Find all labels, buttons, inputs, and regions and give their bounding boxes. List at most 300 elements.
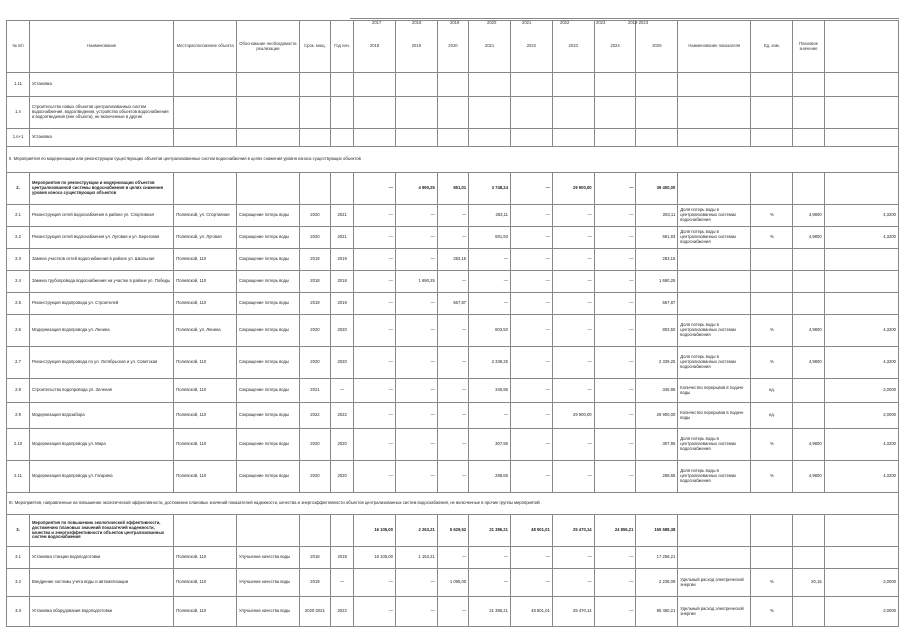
table-cell: 2020 (331, 461, 354, 493)
table-cell: 681,93 (636, 227, 678, 249)
year-label: 2021 (522, 20, 532, 25)
table-cell: 17 258,21 (636, 547, 678, 569)
table-cell: Полевской, 110 (174, 249, 237, 271)
table-cell: Реконструкция сетей водоснабжения ул. Луговая и ул. Береговая (30, 227, 174, 249)
table-cell: 2.3 (7, 249, 30, 271)
table-cell (751, 547, 793, 569)
table-cell: — (510, 547, 552, 569)
table-cell: 2022 (299, 403, 330, 429)
table-cell: 307,95 (469, 429, 511, 461)
table-cell: — (354, 461, 396, 493)
table-cell: 288,65 (636, 461, 678, 493)
table-cell (751, 293, 793, 315)
table-cell (636, 97, 678, 129)
year-label: 2023 (596, 20, 606, 25)
table-cell: — (594, 205, 636, 227)
table-cell: — (469, 293, 511, 315)
table-cell: Модернизация водозабора (30, 403, 174, 429)
section-heading-row (7, 147, 899, 173)
table-row (7, 379, 899, 403)
table-cell: 803,50 (636, 315, 678, 347)
table-cell (793, 547, 824, 569)
year-label: 2018 (412, 20, 422, 25)
table-cell: — (437, 227, 468, 249)
table-cell: 2018 (299, 271, 330, 293)
table-cell (469, 73, 511, 97)
table-cell (824, 97, 898, 129)
table-row (7, 227, 899, 249)
table-cell: — (395, 315, 437, 347)
table-cell: 24 855,21 (594, 515, 636, 547)
table-row (7, 547, 899, 569)
year-label: 2022 (560, 20, 570, 25)
table-cell (678, 249, 751, 271)
table-cell: Модернизация водопровода ул. Мира (30, 429, 174, 461)
section-heading: III. Мероприятия, направленные на повышение экологической эффективности, достижение плановых значений показателей надежности, качества и энергоэффективности объектов централизованных систем водоснабжения, не включенные в прочие группы мероприятий (7, 493, 899, 515)
table-cell: 2019 (299, 569, 330, 597)
table-cell: Количество перерывов в подаче воды (678, 403, 751, 429)
table-cell (594, 73, 636, 97)
table-cell (751, 129, 793, 147)
table-cell: Сокращение потерь воды (237, 315, 300, 347)
table-cell (331, 173, 354, 205)
table-cell: 851,01 (437, 173, 468, 205)
table-cell: 48 501,01 (510, 515, 552, 547)
table-cell: 2.9 (7, 403, 30, 429)
table-cell: 4,3200 (824, 227, 898, 249)
table-cell: — (395, 227, 437, 249)
table-cell: — (594, 227, 636, 249)
table-cell: — (395, 249, 437, 271)
table-cell (299, 515, 330, 547)
table-cell (824, 249, 898, 271)
table-cell: Строительство водопровода ул. Зеленая (30, 379, 174, 403)
table-cell: — (331, 379, 354, 403)
table-cell: — (331, 569, 354, 597)
table-cell: — (354, 227, 396, 249)
table-cell (331, 515, 354, 547)
table-cell: — (437, 429, 468, 461)
table-cell (395, 73, 437, 97)
table-cell: 1.n+1 (7, 129, 30, 147)
table-cell: — (594, 429, 636, 461)
table-cell: Реконструкция сетей водоснабжения в районе ул. Спортивная (30, 205, 174, 227)
table-cell: Сокращение потерь воды (237, 429, 300, 461)
header-cell: Срок. мощ. (299, 21, 330, 73)
table-cell: 2 263,21 (395, 515, 437, 547)
table-cell: 2 339,25 (636, 347, 678, 379)
table-cell: Улучшение качества воды (237, 597, 300, 627)
table-cell (174, 129, 237, 147)
table-cell: 25 470,14 (552, 515, 594, 547)
table-cell: 2021 (299, 379, 330, 403)
table-cell: — (395, 597, 437, 627)
section-heading: II. Мероприятия по модернизации или реконструкции существующих объектов централизованных систем водоснабжения в целях снижения уровня износа существующих объектов (7, 147, 899, 173)
table-cell (469, 97, 511, 129)
table-cell: 283,15 (437, 249, 468, 271)
table-cell: Строительство новых объектов централизованных систем водоснабжения, водоотведения, устройство объектов водоснабжения и водоотведения (вне объекта), не включенные в другие (30, 97, 174, 129)
table-cell: Доля потерь воды в централизованных системах водоснабжения (678, 227, 751, 249)
table-cell: — (510, 271, 552, 293)
table-cell (594, 129, 636, 147)
header-cell: Плановое значение (793, 21, 824, 73)
table-cell (331, 129, 354, 147)
table-cell (636, 129, 678, 147)
table-cell: Количество перерывов в подаче воды (678, 379, 751, 403)
table-cell: 4,3200 (824, 347, 898, 379)
table-cell: 4 990,25 (395, 173, 437, 205)
table-cell (824, 515, 898, 547)
table-cell: Полевской, 110 (174, 271, 237, 293)
table-cell (237, 173, 300, 205)
table-cell: — (594, 249, 636, 271)
table-cell: — (594, 597, 636, 627)
table-cell: — (594, 271, 636, 293)
table-cell (751, 249, 793, 271)
table-cell: — (594, 347, 636, 379)
table-row (7, 293, 899, 315)
table-cell: 2.8 (7, 379, 30, 403)
table-cell: Установка станции водоподготовки (30, 547, 174, 569)
table-cell (751, 515, 793, 547)
table-cell (237, 129, 300, 147)
table-cell: 3.2 (7, 569, 30, 597)
table-cell: 2021 (331, 227, 354, 249)
table-cell: 1.11 (7, 73, 30, 97)
table-cell: 2019 (331, 293, 354, 315)
table-cell (237, 97, 300, 129)
table-row (7, 271, 899, 293)
table-cell: Полевской, ул. Луговая (174, 227, 237, 249)
table-cell: Модернизация водопровода ул. Гагарина (30, 461, 174, 493)
table-cell: — (437, 597, 468, 627)
table-cell (678, 73, 751, 97)
header-cell: 2022 (510, 21, 552, 73)
header-cell: Год нач. (331, 21, 354, 73)
header-cell: Месторасположение объекта (174, 21, 237, 73)
table-cell (437, 73, 468, 97)
table-cell (299, 73, 330, 97)
table-cell (751, 97, 793, 129)
table-cell: — (395, 461, 437, 493)
table-cell (824, 271, 898, 293)
table-header-row (7, 21, 899, 73)
table-cell: 2019 (299, 249, 330, 271)
year-label: 2020 (487, 20, 497, 25)
table-cell (678, 515, 751, 547)
table-cell (793, 73, 824, 97)
table-cell: 2020 (299, 429, 330, 461)
table-cell: 4,3200 (824, 429, 898, 461)
table-cell (299, 129, 330, 147)
table-cell: — (510, 461, 552, 493)
table-cell: % (751, 315, 793, 347)
table-cell: — (552, 293, 594, 315)
table-cell: — (552, 315, 594, 347)
table-cell: — (395, 569, 437, 597)
table-cell: 20,15 (793, 569, 824, 597)
table-cell: 2.6 (7, 315, 30, 347)
table-cell: 2021 (331, 205, 354, 227)
table-cell: — (469, 569, 511, 597)
table-cell: — (395, 205, 437, 227)
table-cell: — (552, 205, 594, 227)
table-cell (678, 547, 751, 569)
table-cell: — (354, 205, 396, 227)
table-cell (331, 97, 354, 129)
table-cell: Реконструкция водопровода ул. Строителей (30, 293, 174, 315)
table-cell: Сокращение потерь воды (237, 205, 300, 227)
header-cell: Наименование показателя (678, 21, 751, 73)
year-label: 2018-2023 (628, 20, 649, 25)
year-label: 2019 (450, 20, 460, 25)
header-cell: 2024 (594, 21, 636, 73)
table-cell (793, 293, 824, 315)
table-cell: — (354, 315, 396, 347)
table-cell: — (354, 569, 396, 597)
table-cell: — (395, 429, 437, 461)
table-cell: % (751, 597, 793, 627)
table-cell: Полевской, 110 (174, 569, 237, 597)
table-cell: 2018 (299, 547, 330, 569)
table-cell: — (510, 249, 552, 271)
table-cell: Сокращение потерь воды (237, 347, 300, 379)
header-cell: 2020 (437, 21, 468, 73)
table-cell: 4,9800 (793, 205, 824, 227)
table-cell: 567,87 (636, 293, 678, 315)
table-row (7, 315, 899, 347)
table-cell: 3.1 (7, 547, 30, 569)
table-cell: Доля потерь воды в централизованных системах водоснабжения (678, 205, 751, 227)
table-cell: % (751, 205, 793, 227)
registry-table (6, 20, 899, 627)
header-cell: 2021 (469, 21, 511, 73)
table-cell (552, 97, 594, 129)
table-row (7, 97, 899, 129)
table-cell: 39 400,00 (636, 173, 678, 205)
table-cell (678, 293, 751, 315)
table-cell: — (354, 249, 396, 271)
table-cell: 16 105,00 (354, 515, 396, 547)
table-cell: — (354, 271, 396, 293)
table-cell: Полевской, 110 (174, 379, 237, 403)
table-row (7, 461, 899, 493)
table-cell: 2.4 (7, 271, 30, 293)
table-row (7, 73, 899, 97)
table-cell (793, 515, 824, 547)
table-cell: 21 386,21 (469, 515, 511, 547)
table-cell: 1 153,21 (395, 547, 437, 569)
table-cell (237, 515, 300, 547)
table-cell: 2019 (299, 293, 330, 315)
table-cell: 1.n (7, 97, 30, 129)
table-cell (793, 129, 824, 147)
table-cell (174, 73, 237, 97)
table-cell: Реконструкция водопровода по ул. Октябрьская и ул. Советская (30, 347, 174, 379)
table-cell: 4,3200 (824, 315, 898, 347)
table-cell: 2020 (299, 227, 330, 249)
table-cell: Полевской, ул. Спортивная (174, 205, 237, 227)
table-cell: Внедрение системы учета воды и автоматизации (30, 569, 174, 597)
table-cell: — (552, 547, 594, 569)
table-cell: 2,0000 (824, 379, 898, 403)
table-cell: 2.10 (7, 429, 30, 461)
table-cell (299, 97, 330, 129)
table-cell: Полевской, 110 (174, 547, 237, 569)
table-cell: 803,50 (469, 315, 511, 347)
table-cell (678, 173, 751, 205)
table-cell (395, 129, 437, 147)
table-cell: — (437, 315, 468, 347)
table-cell: — (437, 271, 468, 293)
table-cell (751, 73, 793, 97)
table-cell (437, 129, 468, 147)
table-cell: 4,9800 (793, 315, 824, 347)
table-cell: ед. (751, 379, 793, 403)
header-cell: № п/п (7, 21, 30, 73)
table-cell (636, 73, 678, 97)
table-row (7, 205, 899, 227)
table-cell: 2 339,25 (469, 347, 511, 379)
table-cell: — (510, 379, 552, 403)
table-cell: 283,11 (469, 205, 511, 227)
table-cell (824, 129, 898, 147)
table-row (7, 249, 899, 271)
table-cell: — (354, 293, 396, 315)
table-cell: 2.11 (7, 461, 30, 493)
table-cell (510, 97, 552, 129)
table-cell: 1 095,00 (437, 569, 468, 597)
table-cell (793, 597, 824, 627)
table-cell: 29 900,00 (552, 403, 594, 429)
table-cell (354, 97, 396, 129)
table-cell: — (594, 403, 636, 429)
header-cell: 2018 (354, 21, 396, 73)
table-cell: — (395, 403, 437, 429)
table-cell: — (510, 347, 552, 379)
table-cell: 2019 (331, 249, 354, 271)
table-cell: 1 690,25 (395, 271, 437, 293)
table-row (7, 129, 899, 147)
table-cell: — (354, 597, 396, 627)
header-cell: 2025 (636, 21, 678, 73)
table-cell: 3 748,24 (469, 173, 511, 205)
table-cell: 16 105,00 (354, 547, 396, 569)
table-cell: — (552, 379, 594, 403)
table-cell (299, 173, 330, 205)
table-cell: 345,95 (636, 379, 678, 403)
table-cell: Мероприятия по повышению экологической эффективности, достижению плановых значений показателей надежности, качества и энергоэффективности объектов централизованных систем водоснабжения (30, 515, 174, 547)
table-cell (824, 293, 898, 315)
header-cell: 2023 (552, 21, 594, 73)
year-label: 2017 (372, 20, 382, 25)
table-row (7, 347, 899, 379)
table-cell: Установка (30, 129, 174, 147)
table-cell: Сокращение потерь воды (237, 403, 300, 429)
table-cell: ед. (751, 403, 793, 429)
table-cell (174, 173, 237, 205)
table-cell: — (510, 429, 552, 461)
table-cell: 2. (7, 173, 30, 205)
table-cell: 25 470,14 (552, 597, 594, 627)
table-cell (174, 515, 237, 547)
table-cell (437, 97, 468, 129)
header-cell: 2019 (395, 21, 437, 73)
table-cell: 2020 (299, 347, 330, 379)
table-cell (793, 249, 824, 271)
table-cell (552, 129, 594, 147)
table-cell: 307,95 (636, 429, 678, 461)
table-cell: — (594, 173, 636, 205)
table-cell: % (751, 569, 793, 597)
table-cell (678, 271, 751, 293)
table-cell (469, 129, 511, 147)
table-cell: — (437, 205, 468, 227)
table-cell: Полевской, 110 (174, 597, 237, 627)
table-cell: 288,65 (469, 461, 511, 493)
table-cell: 2.2 (7, 227, 30, 249)
table-cell: — (354, 403, 396, 429)
table-cell: — (395, 347, 437, 379)
table-cell: % (751, 227, 793, 249)
table-cell (793, 379, 824, 403)
table-cell: Доля потерь воды в централизованных системах водоснабжения (678, 347, 751, 379)
table-cell: Полевской, 110 (174, 293, 237, 315)
table-cell: — (510, 315, 552, 347)
table-cell (751, 271, 793, 293)
table-cell (751, 173, 793, 205)
table-cell: 29 900,00 (636, 403, 678, 429)
table-cell: — (594, 547, 636, 569)
table-cell: Сокращение потерь воды (237, 227, 300, 249)
table-cell: — (552, 271, 594, 293)
table-cell: 283,15 (636, 249, 678, 271)
table-cell: — (437, 379, 468, 403)
table-cell: % (751, 429, 793, 461)
table-cell: 2020 (299, 461, 330, 493)
table-cell: 95 460,21 (636, 597, 678, 627)
table-cell: — (552, 227, 594, 249)
table-cell: Полевской, 110 (174, 461, 237, 493)
header-cell: Ед. изм. (751, 21, 793, 73)
table-cell: 2.5 (7, 293, 30, 315)
table-cell (354, 129, 396, 147)
table-cell (824, 173, 898, 205)
table-cell: Улучшение качества воды (237, 547, 300, 569)
table-cell (793, 403, 824, 429)
table-cell: 4,3200 (824, 205, 898, 227)
table-cell: 2020 (331, 347, 354, 379)
table-cell: — (437, 403, 468, 429)
table-cell: — (437, 547, 468, 569)
header-cell (824, 21, 898, 73)
table-cell: 48 501,01 (510, 597, 552, 627)
table-cell: — (354, 429, 396, 461)
table-cell: 2020 (299, 315, 330, 347)
table-cell: 2020-2021 (299, 597, 330, 627)
table-cell: — (469, 249, 511, 271)
table-cell: 2022 (331, 403, 354, 429)
table-cell: 155 588,38 (636, 515, 678, 547)
table-cell: 681,93 (469, 227, 511, 249)
table-cell: — (510, 293, 552, 315)
table-cell (354, 73, 396, 97)
table-cell: 2022 (331, 597, 354, 627)
table-cell (174, 97, 237, 129)
table-cell: Сокращение потерь воды (237, 379, 300, 403)
table-cell: Установка (30, 73, 174, 97)
header-cell: Обоснование необходимости реализации (237, 21, 300, 73)
